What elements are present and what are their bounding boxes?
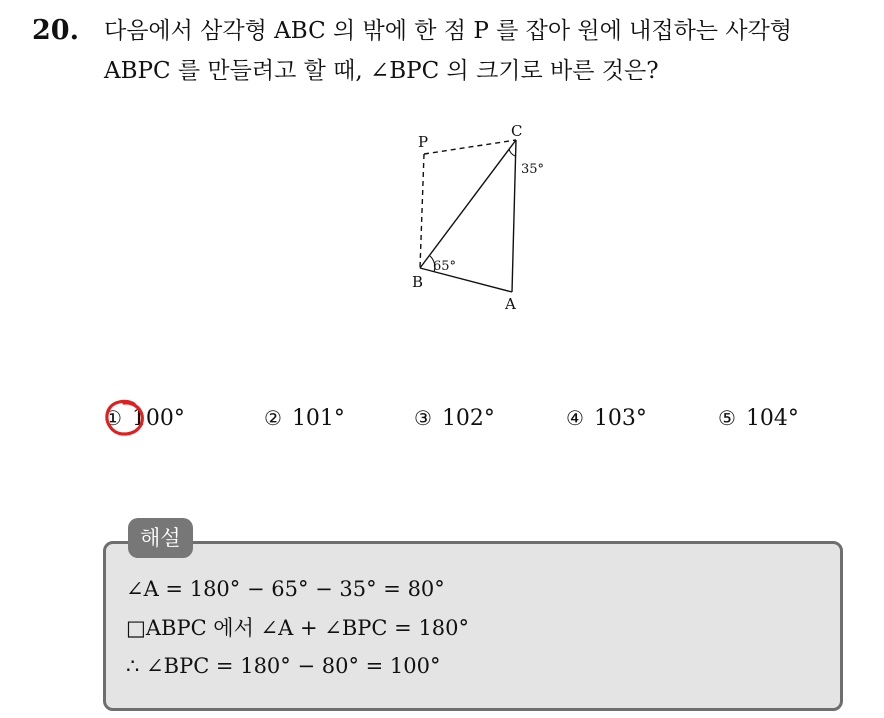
angle-label-c: 35° bbox=[521, 162, 545, 177]
question-text-line-2: ABPC 를 만들려고 할 때, ∠BPC 의 크기로 바른 것은? bbox=[104, 58, 659, 84]
choice-marker: ① bbox=[104, 406, 122, 430]
segment-pb bbox=[420, 154, 424, 268]
choice-3[interactable] bbox=[414, 398, 495, 438]
choice-value: 101° bbox=[291, 405, 345, 431]
explanation-box bbox=[103, 541, 843, 711]
question-number: 20. bbox=[32, 15, 79, 46]
explanation-line-2: □ABPC 에서 ∠A + ∠BPC = 180° bbox=[126, 616, 470, 640]
choice-marker: ② bbox=[264, 406, 282, 430]
explanation-line-3: ∴ ∠BPC = 180° − 80° = 100° bbox=[126, 654, 441, 678]
choice-value: 103° bbox=[593, 405, 647, 431]
explanation-line-1: ∠A = 180° − 65° − 35° = 80° bbox=[126, 577, 445, 601]
triangle-diagram bbox=[400, 115, 560, 320]
explanation-tab-label: 해설 bbox=[128, 518, 193, 558]
choice-marker: ④ bbox=[566, 406, 584, 430]
segment-bc bbox=[420, 140, 516, 268]
angle-label-b: 65° bbox=[433, 259, 457, 274]
angle-arc-c bbox=[509, 149, 515, 156]
choice-2[interactable] bbox=[264, 398, 345, 438]
triangle-figure bbox=[400, 115, 560, 320]
choice-value: 102° bbox=[441, 405, 495, 431]
choice-marker: ③ bbox=[414, 406, 432, 430]
vertex-label-c: C bbox=[511, 122, 523, 140]
choice-5[interactable] bbox=[718, 398, 799, 438]
vertex-label-a: A bbox=[505, 295, 516, 313]
question-text-line-1: 다음에서 삼각형 ABC 의 밖에 한 점 P 를 잡아 원에 내접하는 사각형 bbox=[104, 18, 792, 44]
segment-ca bbox=[512, 140, 516, 292]
segment-pc bbox=[424, 140, 516, 154]
vertex-label-p: P bbox=[418, 133, 429, 151]
choice-marker: ⑤ bbox=[718, 406, 736, 430]
answer-choices bbox=[104, 398, 824, 438]
choice-value: 100° bbox=[131, 405, 185, 431]
vertex-label-b: B bbox=[412, 273, 424, 291]
choice-value: 104° bbox=[745, 405, 799, 431]
choice-4[interactable] bbox=[566, 398, 647, 438]
choice-1[interactable] bbox=[104, 398, 185, 438]
